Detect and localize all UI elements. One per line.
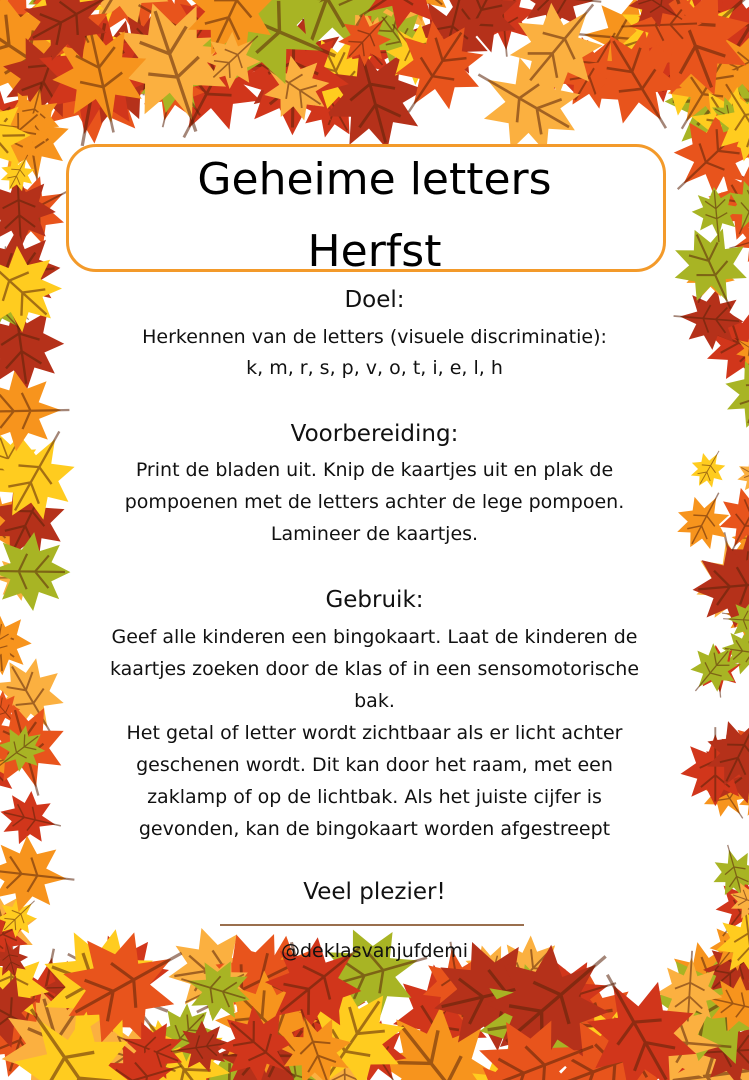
doel-heading: Doel: xyxy=(344,287,405,313)
voorbereiding-heading: Voorbereiding: xyxy=(290,421,459,447)
leaf-icon xyxy=(0,785,67,852)
gebruik-line: Geef alle kinderen een bingokaart. Laat de kinderen de xyxy=(111,626,638,648)
doel-text-1: Herkennen van de letters (visuele discriminatie): xyxy=(142,326,607,348)
gebruik-line: gevonden, kan de bingokaart worden afgestreept xyxy=(138,818,611,840)
title-line-1: Geheime letters xyxy=(197,154,552,205)
leaf-icon xyxy=(684,442,735,495)
social-handle: @deklasvanjufdemi xyxy=(280,940,469,962)
closing-text: Veel plezier! xyxy=(303,879,446,905)
gebruik-line: geschenen wordt. Dit kan door het raam, met een xyxy=(136,754,613,776)
gebruik-heading: Gebruik: xyxy=(325,587,424,613)
gebruik-line: kaartjes zoeken door de klas of in een sensomotorische xyxy=(109,658,640,680)
voorbereiding-line: pompoenen met de letters achter de lege pompoen. xyxy=(124,491,625,513)
gebruik-line: zaklamp of op de lichtbak. Als het juiste cijfer is xyxy=(147,786,602,808)
voorbereiding-line: Lamineer de kaartjes. xyxy=(270,523,479,545)
title-line-2: Herfst xyxy=(307,226,442,277)
leaf-icon xyxy=(730,451,749,502)
divider xyxy=(220,924,524,926)
gebruik-line: Het getal of letter wordt zichtbaar als er licht achter xyxy=(126,722,623,744)
doel-text-2: k, m, r, s, p, v, o, t, i, e, l, h xyxy=(246,357,503,379)
voorbereiding-line: Print de bladen uit. Knip de kaartjes uit en plak de xyxy=(135,459,614,481)
gebruik-line: bak. xyxy=(354,690,395,712)
